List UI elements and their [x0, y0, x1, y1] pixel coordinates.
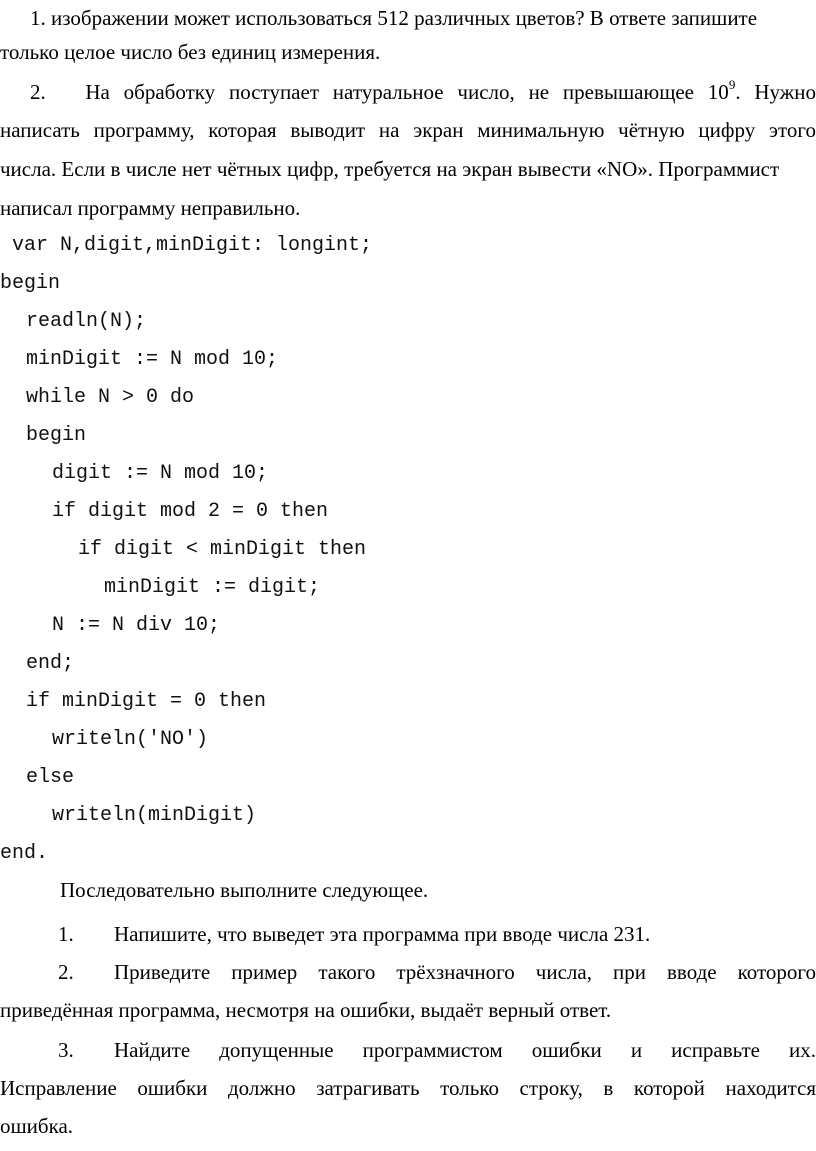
item2-line1: [30, 78, 816, 106]
code-line-8: if digit mod 2 = 0 then: [4, 500, 329, 523]
item2-text-b: . Нужно: [735, 80, 816, 104]
question-1-text: Напишите, что выведет эта программа при вводе числа 231.: [114, 922, 651, 946]
code-line-4: minDigit := N mod 10;: [2, 348, 279, 371]
question-3-line2: Исправление ошибки должно затрагивать только строку, в которой находится: [0, 1076, 816, 1100]
code-line-5: while N > 0 do: [2, 386, 195, 409]
item1-number: 1.: [30, 6, 46, 30]
item2-exponent: 9: [728, 77, 736, 92]
code-line-2: begin: [0, 272, 61, 295]
question-2-line1: [58, 958, 816, 986]
question-2-line2: приведённая программа, несмотря на ошибки, выдаёт верный ответ.: [0, 998, 612, 1022]
code-line-15: else: [2, 766, 75, 789]
code-line-12: end;: [2, 652, 75, 675]
code-line-16: writeln(minDigit): [4, 804, 257, 827]
item1-text: изображении может использоваться 512 различных цветов? В ответе запишите: [51, 6, 758, 30]
code-line-3: readln(N);: [2, 310, 147, 333]
question-1-number: 1.: [58, 922, 74, 946]
item2-line3: числа. Если в числе нет чётных цифр, требуется на экран вывести «NO». Программист: [0, 157, 780, 181]
code-line-7: digit := N mod 10;: [4, 462, 269, 485]
item2-text-a: На обработку поступает натуральное число, не превышающее 10: [85, 80, 729, 104]
question-3-line1: [58, 1036, 816, 1064]
item2-number: 2.: [30, 80, 46, 104]
instructions-lead: Последовательно выполните следующее.: [60, 878, 429, 902]
code-line-9: if digit < minDigit then: [6, 538, 367, 561]
question-2-text-line1: Приведите пример такого трёхзначного числа, при вводе которого: [114, 960, 816, 984]
item1-line2: только целое число без единиц измерения.: [0, 40, 381, 64]
code-line-6: begin: [2, 424, 87, 447]
question-3-text-line1: Найдите допущенные программистом ошибки и исправьте их.: [114, 1038, 816, 1062]
code-line-11: N := N div 10;: [4, 614, 221, 637]
code-line-13: if minDigit = 0 then: [2, 690, 267, 713]
item2-line2: написать программу, которая выводит на экран минимальную чётную цифру этого: [0, 118, 816, 142]
question-1: [58, 920, 816, 948]
item2-line4: написал программу неправильно.: [0, 196, 301, 220]
code-line-10: minDigit := digit;: [8, 576, 321, 599]
question-3-number: 3.: [58, 1038, 74, 1062]
question-3-line3: ошибка.: [0, 1114, 74, 1138]
code-line-1: var N,digit,minDigit: longint;: [0, 234, 373, 257]
question-2-number: 2.: [58, 960, 74, 984]
code-line-17: end.: [0, 842, 49, 865]
code-line-14: writeln('NO'): [4, 728, 209, 751]
item1-line1: [30, 4, 816, 32]
